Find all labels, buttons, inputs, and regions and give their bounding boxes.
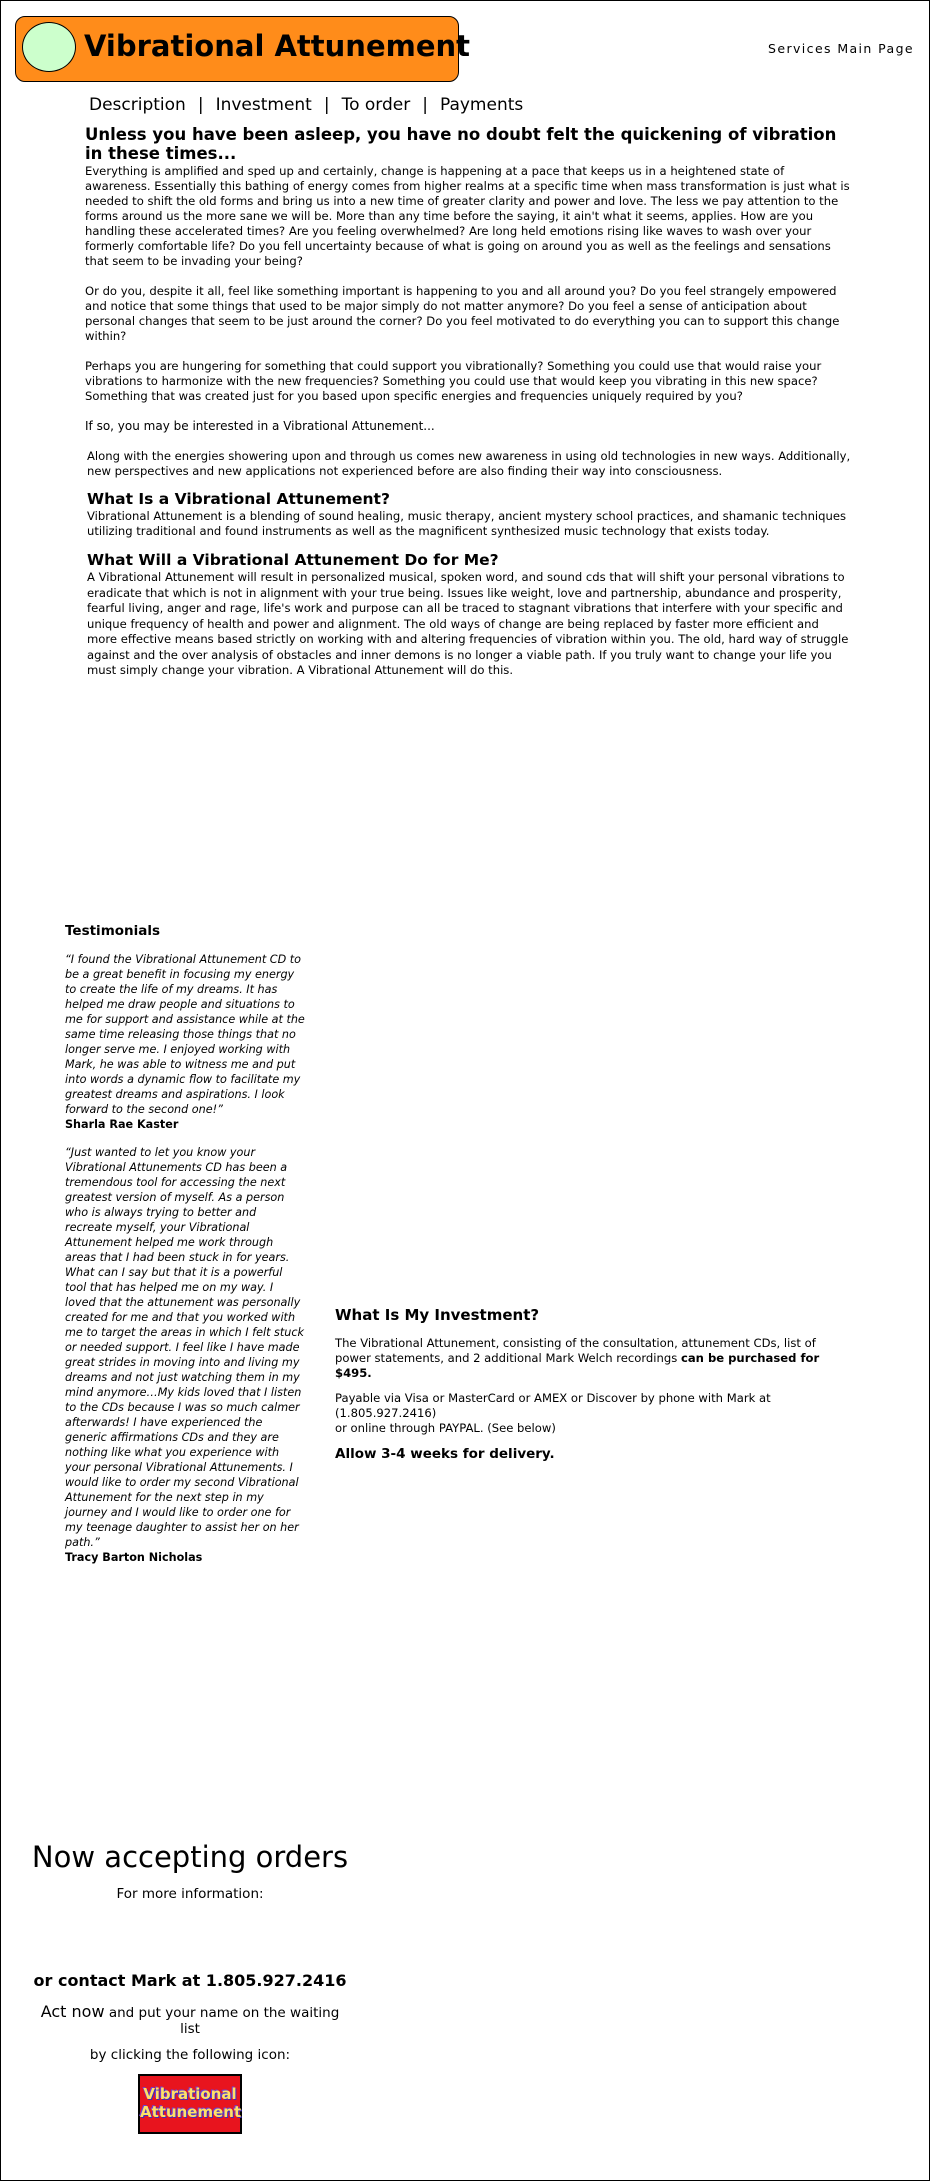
nav-separator: | [422,95,428,115]
more-info-text: For more information: [116,1886,264,1902]
delivery-note: Allow 3-4 weeks for delivery. [335,1446,555,1462]
nav-to-order-link[interactable]: To order [341,95,411,115]
vibrational-attunement-order-icon[interactable] [138,2074,242,2134]
testimonial-author: Tracy Barton Nicholas [65,1551,203,1564]
intro-paragraph: Everything is amplified and sped up and certainly, change is happening at a pace that keeps us in a heightened state of awareness. Essentially this bathing of energy comes from higher realms at a specific time when mass transformation is just what is needed to shift the old forms and bring us into a new time of greater clarity and power and love. The less we pay attention to the forms around us the more sane we will be. More than any time before the saying, it ain't what it seems, applies. How are you handling these accelerated times? Are you feeling overwhelmed? Are long held emotions rising like waves to wash over your formerly comfortable life? Do you fell uncertainty because of what is going on around you as well as the feelings and sensations that seem to be invading your being? [85,164,850,268]
nav-payments-link[interactable]: Payments [439,95,524,115]
orders-section [30,1840,350,2138]
investment-price: can be purchased for $495. [335,1351,820,1380]
orders-title: Now accepting orders [31,1840,349,1874]
section-nav [89,95,523,115]
main-heading: Unless you have been asleep, you have no doubt felt the quickening of vibration in these times... [85,125,837,163]
testimonial-quote: “Just wanted to let you know your Vibrational Attunements CD has been a tremendous tool for accessing the next greatest version of myself. As a person who is always trying to better and recreate myself, your Vibrational Attunement helped me work through areas that I had been stuck in for years. What can I say but that it is a powerful tool that has helped me on my way. I loved that the attunement was personally created for me and that you worked with me to target the areas in which I felt stuck or needed support. I feel like I have made great strides in moving into and living my dreams and not just watching them in my mind anymore…My kids loved that I listen to the CDs because I was so much calmer afterwards! I have experienced the generic affirmations CDs and they are nothing like what you experience with your personal Vibrational Attunements. I would like to order my second Vibrational Attunement for the next step in my journey and I would like to order one for my teenage daughter to assist her on her path.” [65,1146,304,1549]
order-icon-label-line: Attunement [140,2103,242,2121]
nav-investment-link[interactable]: Investment [215,95,312,115]
payment-info [335,1391,855,1436]
logo-banner [15,16,471,82]
what-will-heading: What Will a Vibrational Attunement Do for Me? [87,551,499,569]
services-main-page-link[interactable]: Services Main Page [768,41,914,56]
what-is-text: Vibrational Attunement is a blending of sound healing, music therapy, ancient mystery school practices, and shamanic techniques utilizing traditional and found instruments as well as the magnificent synthesized music technology that exists today. [87,509,847,538]
testimonial-quote: “I found the Vibrational Attunement CD to be a great benefit in focusing my energy to create the life of my dreams. It has helped me draw people and situations to me for support and assistance while at the same time releasing those things that no longer serve me. I enjoyed working with Mark, he was able to witness me and put into words a dynamic flow to facilitate my greatest dreams and aspirations. I look forward to the second one!” [65,953,305,1116]
nav-separator: | [323,95,330,115]
awareness-paragraph: Along with the energies showering upon and through us comes new awareness in using old technologies in new ways. Additionally, new perspectives and new applications not experienced before are also finding their way into consciousness. [87,449,851,478]
description-section [85,125,852,679]
what-will-text: A Vibrational Attunement will result in personalized musical, spoken word, and sound cds that will shift your personal vibrations to eradicate that which is not in alignment with your true being. Issues like weight, love and partnership, abundance and prosperity, fearful living, anger and rage, life's work and purpose can all be traced to stagnant vibrations that interfere with your specific and unique frequency of health and power and alignment. The old ways of change are being replaced by faster more efficient and more effective means based strictly on working with and altering frequencies of vibration within you. The old, hard way of struggle against and the over analysis of obstacles and inner demons is no longer a viable path. If you truly want to change your life you must simply change your vibration. A Vibrational Attunement will do this. [87,570,849,677]
investment-section [335,1306,855,1462]
interest-line: If so, you may be interested in a Vibrational Attunement... [85,419,435,433]
order-icon-label-line: Vibrational [143,2085,237,2103]
contact-phone: or contact Mark at 1.805.927.2416 [33,1971,347,1990]
logo-circle-icon [22,22,76,72]
investment-heading: What Is My Investment? [335,1306,540,1324]
waiting-list-text [30,2002,350,2037]
payment-line-1: Payable via Visa or MasterCard or AMEX or Discover by phone with Mark at (1.805.927.2416) [335,1391,771,1420]
investment-description: The Vibrational Attunement, consisting of the consultation, attunement CDs, list of power statements, and 2 additional Mark Welch recordings [335,1336,816,1365]
testimonial-author: Sharla Rae Kaster [65,1118,179,1131]
act-now-text: Act now [40,2002,105,2021]
click-icon-text: by clicking the following icon: [89,2047,291,2063]
support-paragraph: Perhaps you are hungering for something that could support you vibrationally? Something you could use that would raise your vibrations to harmonize with the new frequencies? Something you could use that would keep you vibrating in this new space? Something that was created just for you based upon specific energies and frequencies uniquely required by you? [85,359,822,403]
testimonials-section [65,923,305,1578]
nav-separator: | [197,95,204,115]
testimonials-heading: Testimonials [65,923,161,939]
order-icon-label [140,2085,240,2121]
what-is-heading: What Is a Vibrational Attunement? [87,490,390,508]
waiting-list-rest: and put your name on the waiting list [104,2005,340,2037]
nav-description-link[interactable]: Description [89,95,186,115]
question-paragraph: Or do you, despite it all, feel like something important is happening to you and all around you? Do you feel strangely empowered and notice that some things that used to be major simply do not matter anymore? Do you feel a sense of anticipation about personal changes that seem to be just around the corner? Do you feel motivated to do everything you can to support this change within? [85,284,840,343]
investment-text [335,1336,855,1381]
logo-title: Vibrational Attunement [84,29,471,63]
payment-line-2: or online through PAYPAL. (See below) [335,1421,556,1435]
